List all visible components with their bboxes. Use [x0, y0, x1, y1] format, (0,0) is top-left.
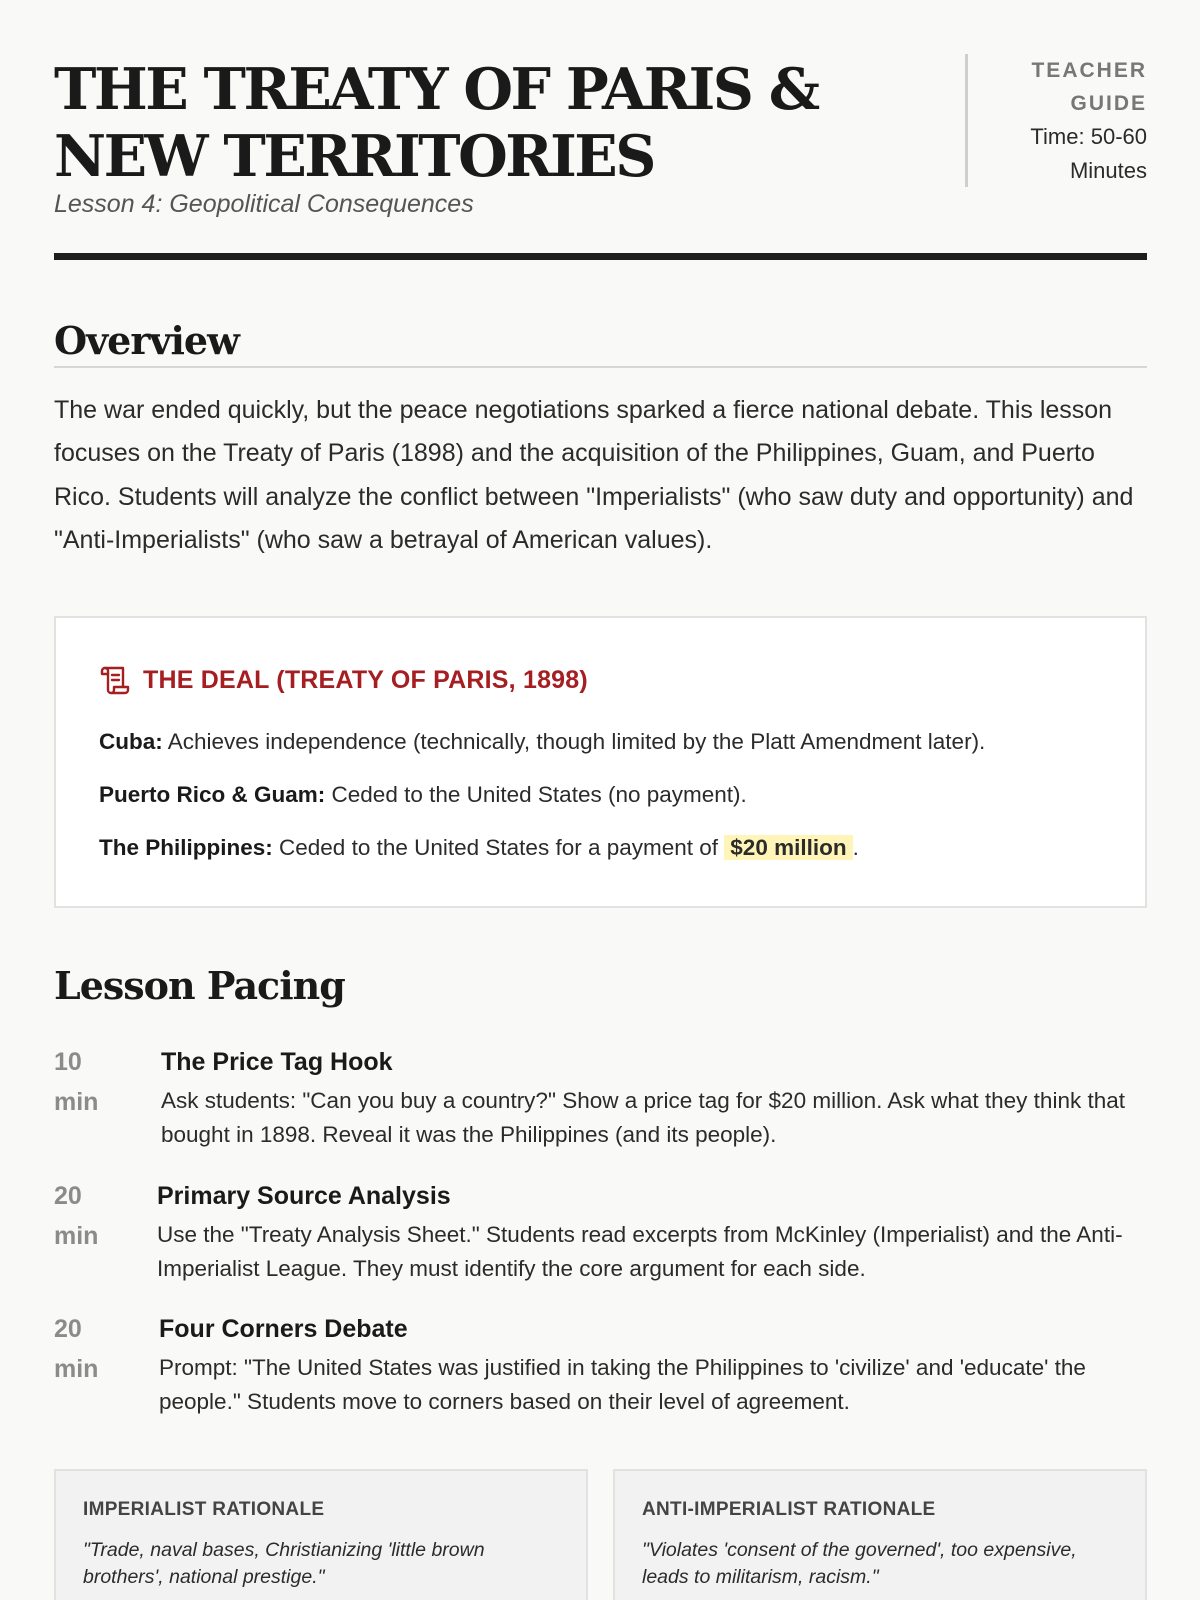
pacing-minutes: 20 — [54, 1315, 82, 1343]
payment-highlight: $20 million — [724, 835, 852, 860]
deal-header — [99, 664, 588, 696]
teacher-guide-page — [54, 0, 1147, 1588]
card-quote: "Trade, naval bases, Christianizing 'little brown brothers', national prestige." — [83, 1539, 485, 1588]
pacing-minutes: 20 — [54, 1182, 82, 1210]
deal-item-label: Puerto Rico & Guam: — [99, 782, 326, 807]
pacing-minutes: 10 — [54, 1048, 82, 1076]
deal-item-cuba — [99, 729, 985, 755]
card-label: ANTI-IMPERIALIST RATIONALE — [642, 1499, 936, 1520]
pacing-title: Primary Source Analysis — [157, 1182, 451, 1210]
deal-item-label: The Philippines: — [99, 835, 273, 860]
deal-item-suffix: . — [852, 835, 859, 860]
pacing-unit: min — [54, 1222, 99, 1250]
pacing-unit: min — [54, 1355, 99, 1383]
page-header — [54, 0, 1147, 262]
lesson-subtitle: Lesson 4: Geopolitical Consequences — [54, 190, 474, 218]
imperialist-rationale-card — [54, 1469, 588, 1600]
teacher-guide-label: TEACHER GUIDE — [1031, 59, 1147, 115]
deal-title: THE DEAL (TREATY OF PARIS, 1898) — [143, 665, 588, 694]
pacing-duration — [54, 1176, 124, 1256]
deal-item-text: Ceded to the United States (no payment). — [325, 782, 747, 807]
pacing-body — [157, 1182, 1147, 1286]
overview-heading: Overview — [54, 318, 239, 363]
deal-item-text: Achieves independence (technically, though limited by the Platt Amendment later). — [162, 729, 986, 754]
guide-meta — [965, 54, 1147, 187]
scroll-icon — [99, 664, 131, 696]
lesson-time: Time: 50-60 Minutes — [1030, 124, 1147, 183]
card-quote: "Violates 'consent of the governed', too expensive, leads to militarism, racism." — [642, 1539, 1077, 1588]
pacing-title: The Price Tag Hook — [161, 1048, 393, 1076]
deal-item-text: Ceded to the United States for a payment of — [272, 835, 725, 860]
card-label: IMPERIALIST RATIONALE — [83, 1499, 325, 1520]
anti-imperialist-rationale-card — [613, 1469, 1147, 1600]
pacing-heading: Lesson Pacing — [54, 963, 345, 1008]
pacing-description: Ask students: "Can you buy a country?" Show a price tag for $20 million. Ask what they think that bought in 1898. Reveal it was the Philippines (and its people). — [161, 1088, 1125, 1147]
pacing-duration — [54, 1309, 124, 1389]
pacing-title: Four Corners Debate — [159, 1315, 408, 1343]
deal-item-philippines — [99, 835, 859, 861]
header-divider — [54, 253, 1147, 260]
overview-divider — [54, 366, 1147, 368]
overview-text: The war ended quickly, but the peace negotiations sparked a fierce national debate. This lesson focuses on the Treaty of Paris (1898) and the acquisition of the Philippines, Guam, and Puerto Rico. Students will analyze the conflict between "Imperialists" (who saw duty and opportunity) and "Anti-Imperialists" (who saw a betrayal of American values). — [54, 396, 1134, 554]
treaty-deal-box — [54, 616, 1147, 908]
deal-item-puerto-rico-guam — [99, 782, 747, 808]
page-title: THE TREATY OF PARIS & NEW TERRITORIES — [54, 56, 818, 190]
pacing-body — [161, 1048, 1147, 1152]
pacing-description: Use the "Treaty Analysis Sheet." Students read excerpts from McKinley (Imperialist) and the Anti-Imperialist League. They must identify the core argument for each side. — [157, 1222, 1123, 1281]
pacing-body — [159, 1315, 1147, 1419]
pacing-duration — [54, 1042, 124, 1122]
deal-item-label: Cuba: — [99, 729, 163, 754]
pacing-unit: min — [54, 1088, 99, 1116]
pacing-description: Prompt: "The United States was justified in taking the Philippines to 'civilize' and 'educate' the people." Students move to corners based on their level of agreement. — [159, 1355, 1086, 1414]
